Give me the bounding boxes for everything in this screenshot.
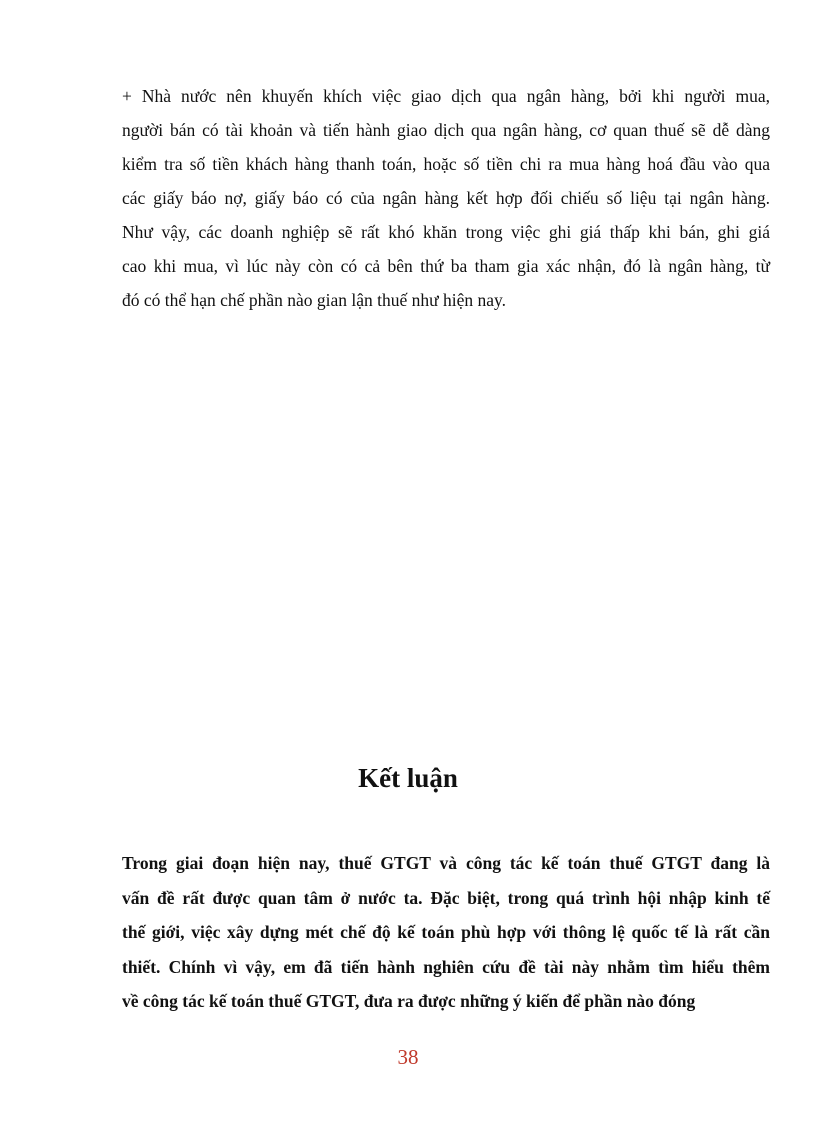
paragraph-line: cao khi mua, vì lúc này còn có cả bên thứ ba tham gia xác nhận, đó là ngân hàng, từ <box>122 256 770 276</box>
paragraph-line: các giấy báo nợ, giấy báo có của ngân hàng kết hợp đối chiếu số liệu tại ngân hàng. <box>122 188 770 208</box>
paragraph-line: Như vậy, các doanh nghiệp sẽ rất khó khăn trong việc ghi giá thấp khi bán, ghi giá <box>122 222 770 242</box>
section-heading: Kết luận <box>358 763 458 793</box>
page-number: 38 <box>397 1045 419 1069</box>
paragraph-line: người bán có tài khoản và tiến hành giao dịch qua ngân hàng, cơ quan thuế sẽ dễ dàng <box>122 120 770 140</box>
conclusion-line: về công tác kế toán thuế GTGT, đưa ra được những ý kiến để phần nào đóng <box>122 991 696 1011</box>
paragraph-line: kiểm tra số tiền khách hàng thanh toán, hoặc số tiền chi ra mua hàng hoá đầu vào qua <box>122 154 770 174</box>
body-paragraph <box>122 79 770 317</box>
conclusion-paragraph <box>122 846 770 1019</box>
conclusion-line: thiết. Chính vì vậy, em đã tiến hành nghiên cứu đề tài này nhằm tìm hiểu thêm <box>122 956 770 977</box>
paragraph-line: + Nhà nước nên khuyến khích việc giao dịch qua ngân hàng, bởi khi người mua, <box>122 86 770 106</box>
conclusion-line: thế giới, việc xây dựng mét chế độ kế toán phù hợp với thông lệ quốc tế là rất cần <box>122 922 770 942</box>
paragraph-line: đó có thể hạn chế phần nào gian lận thuế như hiện nay. <box>122 290 506 310</box>
conclusion-line: vấn đề rất được quan tâm ở nước ta. Đặc biệt, trong quá trình hội nhập kinh tế <box>122 887 770 908</box>
conclusion-line: Trong giai đoạn hiện nay, thuế GTGT và công tác kế toán thuế GTGT đang là <box>122 853 770 873</box>
